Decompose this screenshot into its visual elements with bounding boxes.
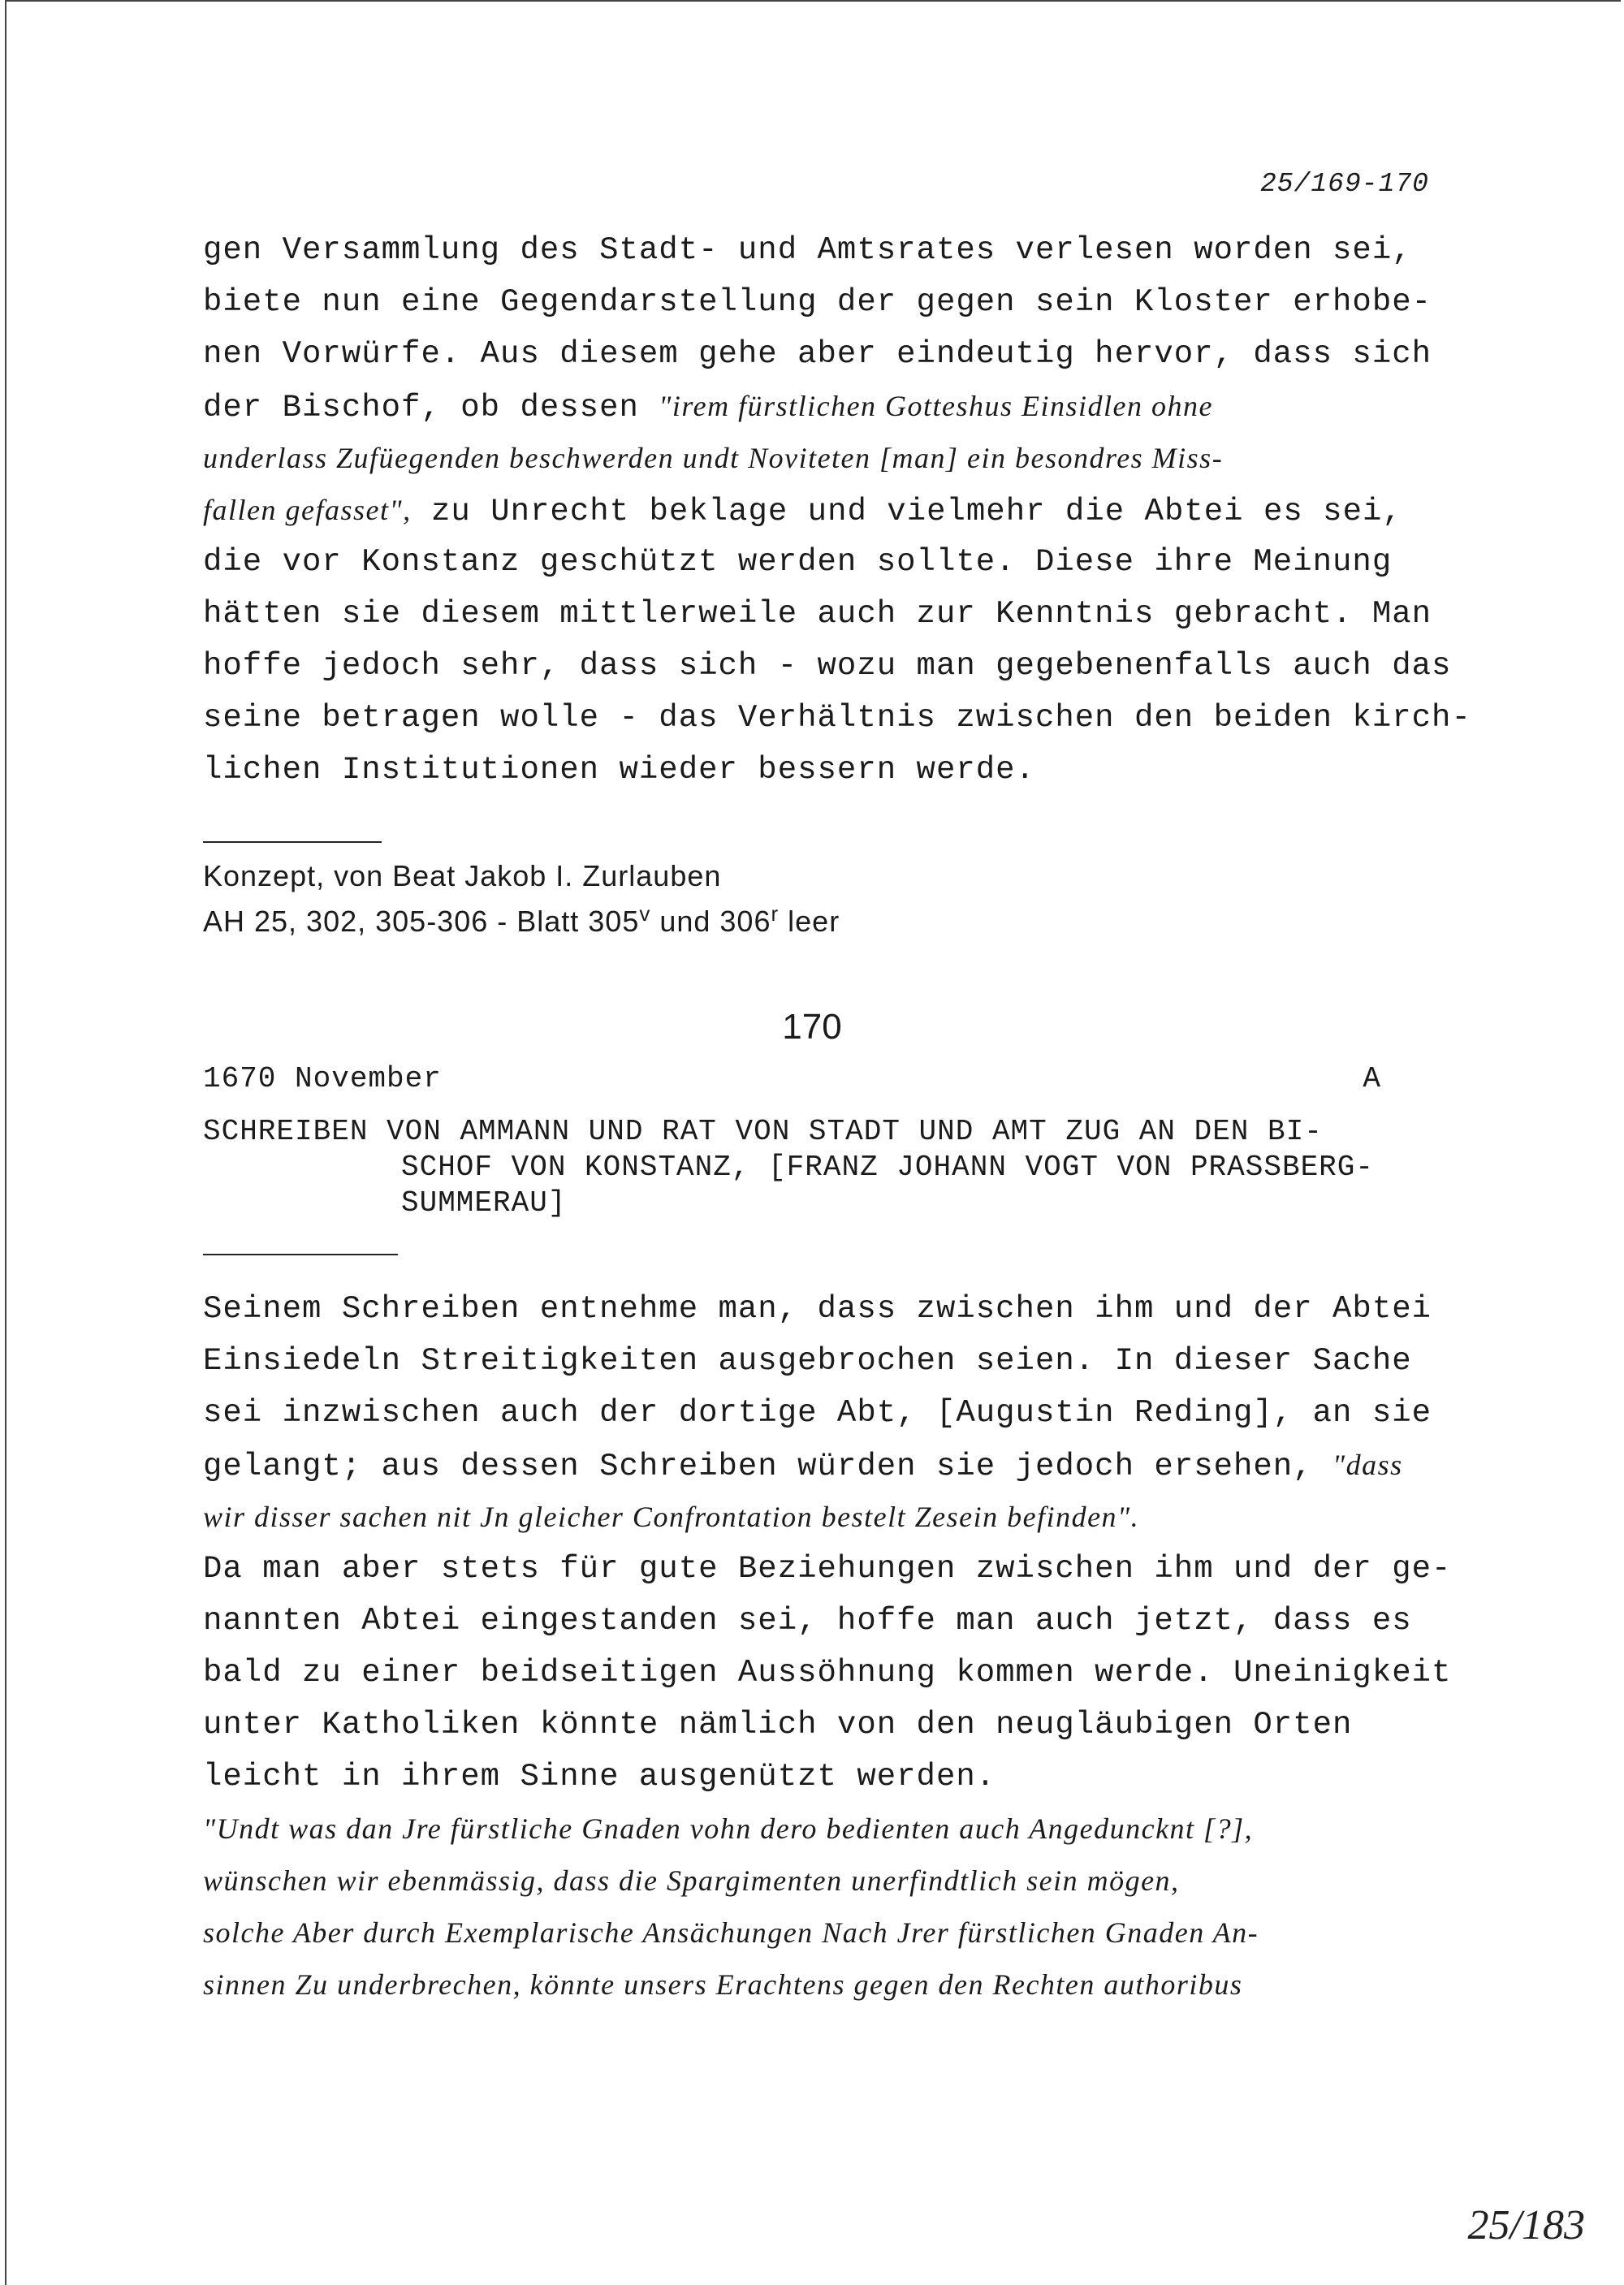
document-date: 1670 November — [203, 1062, 442, 1095]
document-type: A — [1363, 1062, 1380, 1095]
source-line-2b: und 306 — [650, 905, 771, 938]
title-line-3: SUMMERAU] — [401, 1186, 567, 1220]
text-line — [203, 1543, 1486, 1595]
archive-number: 25/183 — [1467, 2202, 1585, 2248]
source-line-2a: AH 25, 302, 305-306 - Blatt 305 — [203, 905, 640, 938]
document-title — [203, 1114, 1374, 1221]
text-line — [203, 432, 1486, 484]
source-line-2c: leer — [779, 905, 840, 938]
text-line — [203, 640, 1486, 692]
doc170-quote — [203, 1803, 1486, 2011]
text-segment: bald zu einer beidseitigen Aussöhnung kommen werde. Uneinigkeit — [203, 1655, 1452, 1691]
text-line — [203, 1491, 1486, 1543]
quoted-text: "dass — [1332, 1449, 1403, 1481]
text-line — [203, 536, 1486, 588]
doc170-body — [203, 1283, 1486, 1803]
document-number: 170 — [782, 1007, 842, 1047]
text-segment: Da man aber stets für gute Beziehungen zwischen ihm und der ge- — [203, 1551, 1452, 1587]
quoted-text: "irem fürstlichen Gotteshus Einsidlen ohne — [659, 390, 1214, 422]
text-line — [203, 1751, 1486, 1803]
text-segment: leicht in ihrem Sinne ausgenützt werden. — [203, 1759, 996, 1795]
text-line — [203, 744, 1486, 796]
text-line — [203, 1699, 1486, 1751]
text-line — [203, 1595, 1486, 1647]
title-line-1: SCHREIBEN VON AMMANN UND RAT VON STADT UND AMT ZUG AN DEN BI- — [203, 1115, 1323, 1148]
text-line — [203, 692, 1486, 744]
source-line-2 — [203, 895, 840, 940]
source-line-1: Konzept, von Beat Jakob I. Zurlauben — [203, 859, 722, 892]
doc169-source — [203, 857, 840, 940]
text-line — [203, 1647, 1486, 1699]
source-sup-r: r — [771, 901, 780, 926]
quote-line: solche Aber durch Exemplarische Ansächungen Nach Jrer fürstlichen Gnaden An- — [203, 1916, 1259, 1949]
text-segment: gen Versammlung des Stadt- und Amtsrates verlesen worden sei, — [203, 232, 1412, 268]
text-segment: seine betragen wolle - das Verhältnis zwischen den beiden kirch- — [203, 700, 1471, 736]
text-line — [203, 1387, 1486, 1439]
quote-line: wünschen wir ebenmässig, dass die Spargimenten unerfindtlich sein mögen, — [203, 1864, 1180, 1897]
quote-line: sinnen Zu underbrechen, könnte unsers Erachtens gegen den Rechten authoribus — [203, 1968, 1243, 2001]
text-segment: biete nun eine Gegendarstellung der gegen sein Kloster erhobe- — [203, 284, 1432, 320]
text-segment: hätten sie diesem mittlerweile auch zur Kenntnis gebracht. Man — [203, 596, 1432, 632]
text-line — [203, 588, 1486, 640]
text-segment: unter Katholiken könnte nämlich von den neugläubigen Orten — [203, 1707, 1353, 1743]
title-line-2: SCHOF VON KONSTANZ, [FRANZ JOHANN VOGT VON PRASSBERG- — [401, 1151, 1374, 1184]
source-sup-v: v — [639, 901, 651, 926]
doc169-body — [203, 224, 1486, 796]
text-line — [203, 276, 1486, 328]
quoted-text: underlass Zufüegenden beschwerden undt Noviteten [man] ein besondres Miss- — [203, 442, 1224, 474]
text-segment: gelangt; aus dessen Schreiben würden sie jedoch ersehen, — [203, 1449, 1333, 1484]
text-line — [203, 1439, 1486, 1491]
text-line — [203, 380, 1486, 432]
text-line — [203, 1283, 1486, 1335]
text-line — [203, 224, 1486, 276]
text-segment: nannten Abtei eingestanden sei, hoffe man auch jetzt, dass es — [203, 1603, 1412, 1639]
text-line — [203, 484, 1486, 536]
title-separator — [203, 1254, 398, 1255]
text-segment: die vor Konstanz geschützt werden sollte. Diese ihre Meinung — [203, 544, 1393, 580]
text-line — [203, 1335, 1486, 1387]
text-segment: der Bischof, ob dessen — [203, 390, 659, 425]
text-segment: hoffe jedoch sehr, dass sich - wozu man gegebenenfalls auch das — [203, 648, 1452, 684]
text-segment: Seinem Schreiben entnehme man, dass zwischen ihm und der Abtei — [203, 1291, 1432, 1327]
text-segment: Einsiedeln Streitigkeiten ausgebrochen seien. In dieser Sache — [203, 1343, 1412, 1379]
quoted-text: wir disser sachen nit Jn gleicher Confrontation bestelt Zesein befinden". — [203, 1501, 1140, 1533]
quoted-text: fallen gefasset", — [203, 494, 412, 526]
quote-line: "Undt was dan Jre fürstliche Gnaden vohn dero bedienten auch Angeduncknt [?], — [203, 1812, 1254, 1845]
text-segment: lichen Institutionen wieder bessern werde. — [203, 752, 1035, 788]
page-reference: 25/169-170 — [1259, 169, 1429, 199]
text-segment: sei inzwischen auch der dortige Abt, [Augustin Reding], an sie — [203, 1395, 1432, 1431]
source-separator — [203, 841, 382, 843]
text-segment: zu Unrecht beklage und vielmehr die Abtei es sei, — [411, 494, 1402, 529]
text-segment: nen Vorwürfe. Aus diesem gehe aber eindeutig hervor, dass sich — [203, 336, 1432, 372]
text-line — [203, 328, 1486, 380]
